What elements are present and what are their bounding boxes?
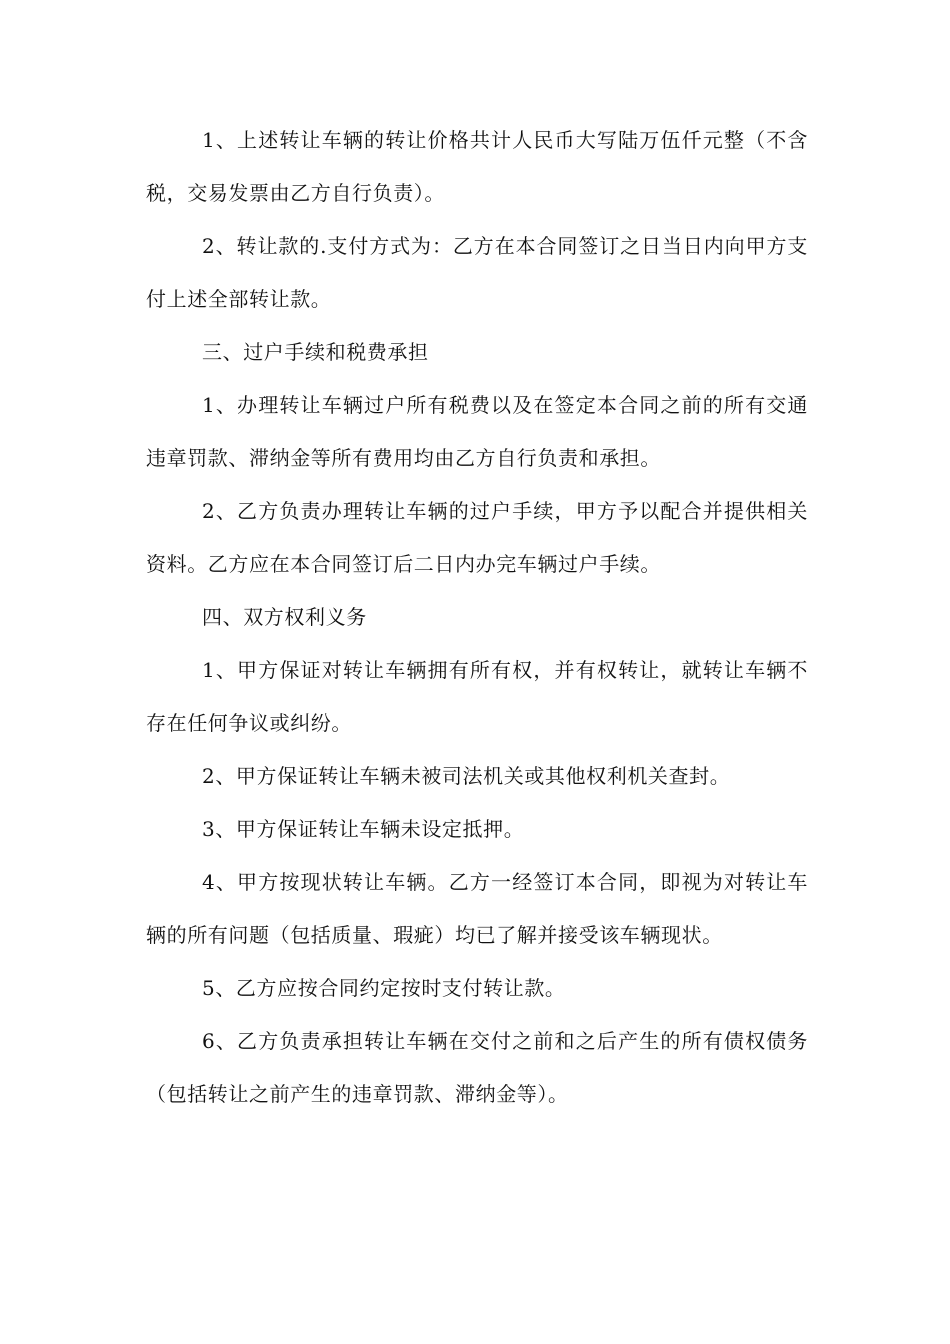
section-heading-transfer-fees: 三、过户手续和税费承担	[202, 340, 429, 364]
paragraph-debts-liability: 6、乙方负责承担转让车辆在交付之前和之后产生的所有债权债务（包括转让之前产生的违章罚款、滞纳金等）。	[146, 1029, 808, 1106]
paragraph-not-seized: 2、甲方保证转让车辆未被司法机关或其他权利机关查封。	[202, 764, 731, 788]
section-heading-rights-obligations: 四、双方权利义务	[202, 605, 367, 629]
paragraph-transfer-procedure: 2、乙方负责办理转让车辆的过户手续，甲方予以配合并提供相关资料。乙方应在本合同签订后二日内办完车辆过户手续。	[146, 499, 808, 576]
paragraph-timely-payment: 5、乙方应按合同约定按时支付转让款。	[202, 976, 566, 1000]
paragraph-payment-method: 2、转让款的.支付方式为：乙方在本合同签订之日当日内向甲方支付上述全部转让款。	[146, 234, 808, 311]
paragraph-no-mortgage: 3、甲方保证转让车辆未设定抵押。	[202, 817, 525, 841]
paragraph-as-is-transfer: 4、甲方按现状转让车辆。乙方一经签订本合同，即视为对转让车辆的所有问题（包括质量、瑕疵）均已了解并接受该车辆现状。	[146, 870, 808, 947]
paragraph-ownership-guarantee: 1、甲方保证对转让车辆拥有所有权，并有权转让，就转让车辆不存在任何争议或纠纷。	[146, 658, 808, 735]
paragraph-fees-responsibility: 1、办理转让车辆过户所有税费以及在签定本合同之前的所有交通违章罚款、滞纳金等所有费用均由乙方自行负责和承担。	[146, 393, 808, 470]
paragraph-price: 1、上述转让车辆的转让价格共计人民币大写陆万伍仟元整（不含税，交易发票由乙方自行负责）。	[146, 128, 808, 205]
document-body	[146, 114, 808, 1121]
